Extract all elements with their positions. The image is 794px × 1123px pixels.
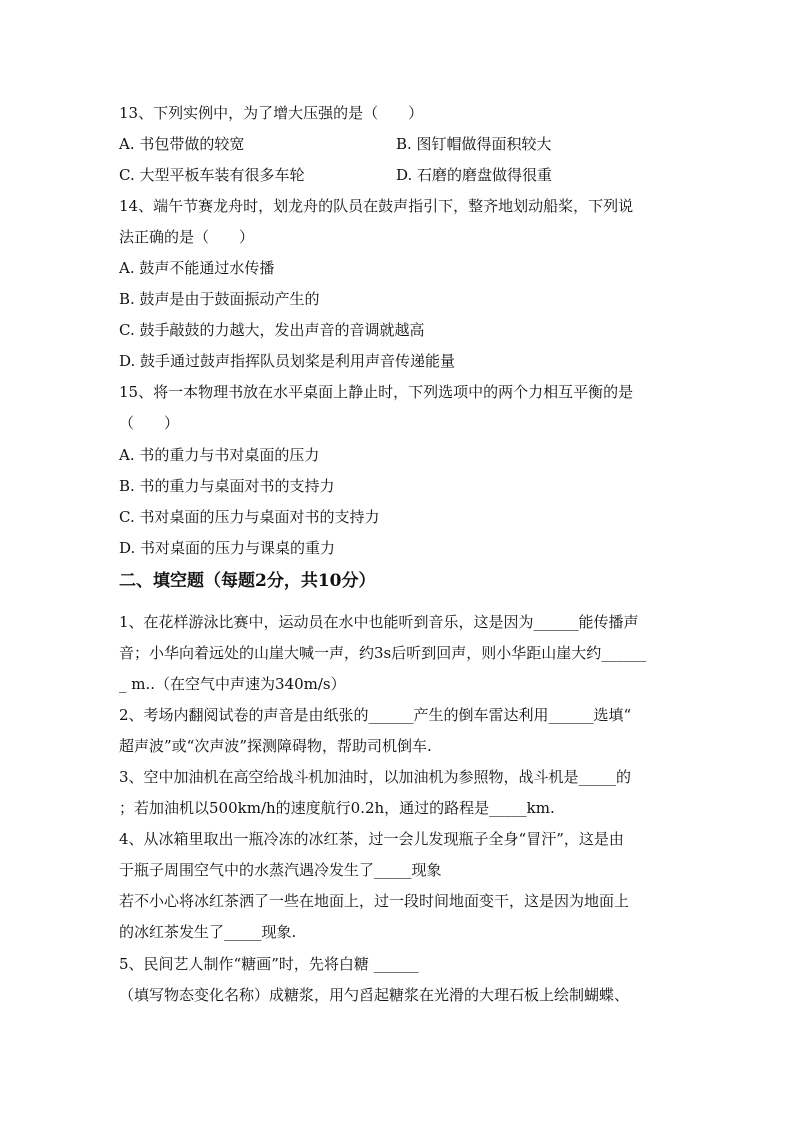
q13-option-d: D. 石磨的磨盘做得很重	[396, 166, 553, 184]
q13-option-b: B. 图钉帽做得面积较大	[396, 135, 552, 153]
q15-option-b: B. 书的重力与桌面对书的支持力	[119, 477, 335, 495]
fill1-line1: 1、在花样游泳比赛中，运动员在水中也能听到音乐，这是因为______能传播声	[119, 613, 639, 631]
fill4-line4: 的冰红茶发生了_____现象.	[119, 923, 297, 941]
q14-option-b: B. 鼓声是由于鼓面振动产生的	[119, 290, 320, 308]
fill1-line2: 音；小华向着远处的山崖大喊一声，约3s后听到回声，则小华距山崖大约______	[119, 644, 647, 662]
q15-stem-line1: 15、将一本物理书放在水平桌面上静止时，下列选项中的两个力相互平衡的是	[119, 383, 634, 401]
q13-stem: 13、下列实例中，为了增大压强的是（ ）	[119, 104, 424, 122]
q15-option-c: C. 书对桌面的压力与桌面对书的支持力	[119, 508, 380, 526]
q14-stem-line1: 14、端午节赛龙舟时，划龙舟的队员在鼓声指引下，整齐地划动船桨，下列说	[119, 197, 634, 215]
fill5-line2: （填写物态变化名称）成糖浆，用勺舀起糖浆在光滑的大理石板上绘制蝴蝶、	[119, 986, 630, 1004]
fill2-line2: 超声波”或“次声波”探测障碍物，帮助司机倒车.	[119, 737, 432, 755]
fill4-line3: 若不小心将冰红茶洒了一些在地面上，过一段时间地面变干，这是因为地面上	[119, 892, 630, 910]
fill5-line1: 5、民间艺人制作“糖画”时，先将白糖 ______	[119, 955, 419, 973]
section-heading-fill-in: 二、填空题（每题2分，共10分）	[119, 571, 376, 591]
fill3-line2: ；若加油机以500km/h的速度航行0.2h，通过的路程是_____km.	[119, 799, 555, 817]
q15-option-d: D. 书对桌面的压力与课桌的重力	[119, 539, 336, 557]
fill3-line1: 3、空中加油机在高空给战斗机加油时，以加油机为参照物，战斗机是_____的	[119, 768, 632, 786]
fill2-line1: 2、考场内翻阅试卷的声音是由纸张的______产生的倒车雷达利用______选填“	[119, 706, 632, 724]
q13-option-a: A. 书包带做的较宽	[119, 135, 245, 153]
q14-option-d: D. 鼓手通过鼓声指挥队员划桨是利用声音传递能量	[119, 352, 456, 370]
fill4-line1: 4、从冰箱里取出一瓶冷冻的冰红茶，过一会儿发现瓶子全身“冒汗”，这是由	[119, 830, 624, 848]
q15-stem-line2: （ ）	[119, 414, 180, 432]
fill4-line2: 于瓶子周围空气中的水蒸汽遇冷发生了_____现象	[119, 861, 442, 879]
q14-stem-line2: 法正确的是（ ）	[119, 228, 255, 246]
q14-option-c: C. 鼓手敲鼓的力越大，发出声音的音调就越高	[119, 321, 425, 339]
q13-option-c: C. 大型平板车装有很多车轮	[119, 166, 305, 184]
q14-option-a: A. 鼓声不能通过水传播	[119, 259, 275, 277]
fill1-line3: _ m..（在空气中声速为340m/s）	[119, 675, 346, 693]
q15-option-a: A. 书的重力与书对桌面的压力	[119, 446, 320, 464]
